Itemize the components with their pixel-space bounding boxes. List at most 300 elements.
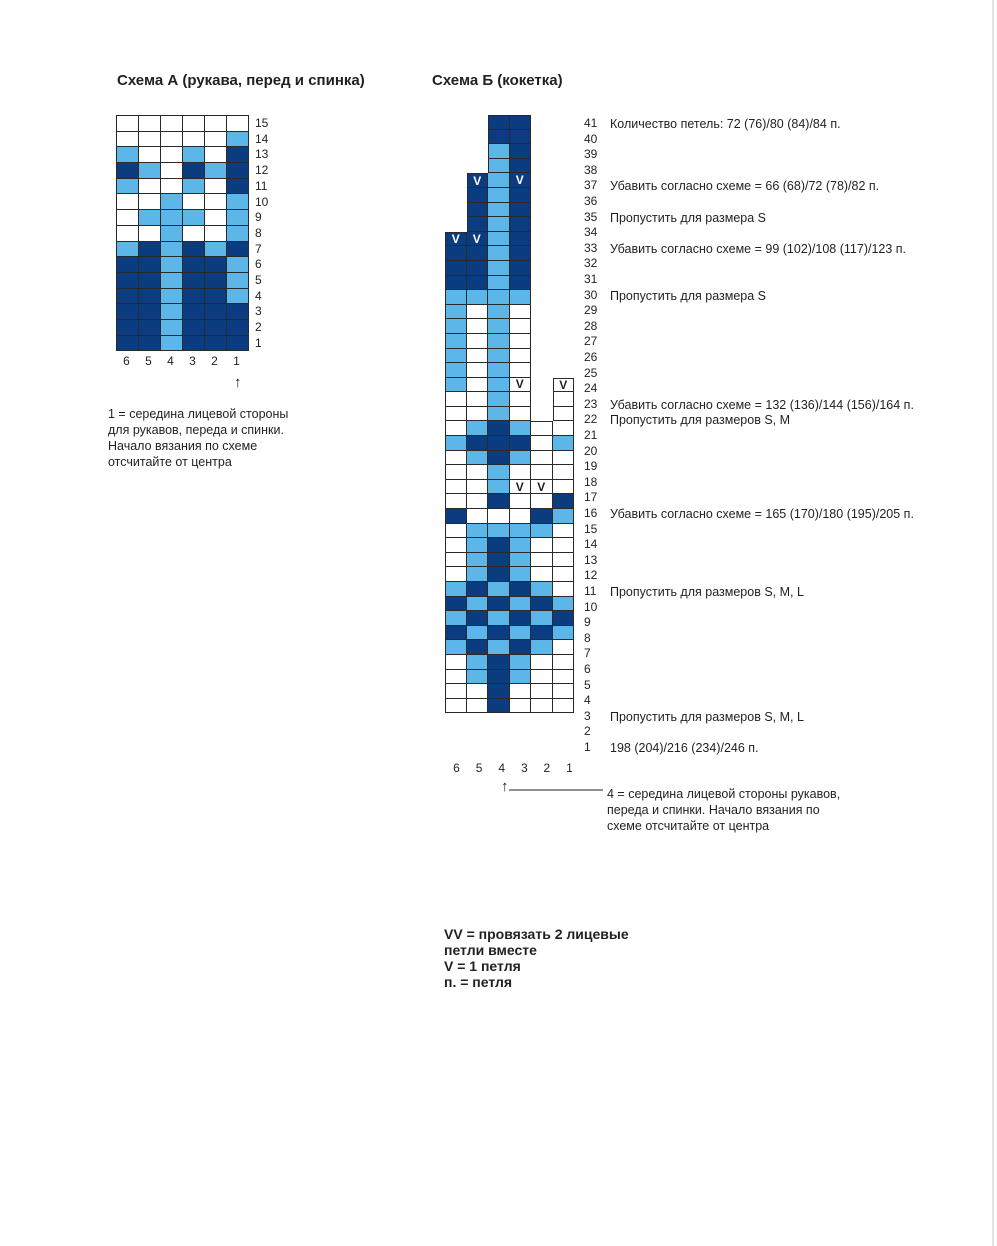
chart-b-cell-r14-c6 xyxy=(445,509,467,524)
chart-b-cell-r28-c2 xyxy=(531,305,553,320)
chart-b-cell-r37-c1 xyxy=(553,173,575,188)
chart-b-cell-r26-c5 xyxy=(467,334,489,349)
chart-a-cell-r15-c5 xyxy=(139,116,160,131)
chart-b-cell-r39-c2 xyxy=(531,144,553,159)
chart-b-cell-r17-c5 xyxy=(467,465,489,480)
chart-b-cell-r40-c2 xyxy=(531,130,553,145)
chart-a-cell-r9-c5 xyxy=(139,210,160,225)
scheme-a-center-note xyxy=(108,406,288,470)
chart-b-cell-r7-c3 xyxy=(510,611,532,626)
scheme-a-row-number: 7 xyxy=(255,241,262,256)
chart-b-cell-r25-c2 xyxy=(531,349,553,364)
chart-a-cell-r15-c2 xyxy=(205,116,226,131)
scheme-a-row-number: 14 xyxy=(255,131,269,146)
chart-b-cell-r39-c3 xyxy=(510,144,532,159)
scheme-b-col-number: 5 xyxy=(475,761,483,775)
chart-b-cell-r2-c6 xyxy=(445,684,467,699)
scheme-b-row-number: 17 xyxy=(584,490,598,505)
chart-b-cell-r3-c4 xyxy=(488,670,510,685)
scheme-a-row-number: 9 xyxy=(255,210,262,225)
chart-b-cell-r11-c4 xyxy=(488,553,510,568)
chart-b-cell-r5-c5 xyxy=(467,640,489,655)
chart-b-cell-r29-c6 xyxy=(445,290,467,305)
chart-b-cell-r2-c5 xyxy=(467,684,489,699)
chart-a-cell-r8-c3 xyxy=(183,226,204,241)
chart-b-cell-r39-c1 xyxy=(553,144,575,159)
scheme-b-row-note: Убавить согласно схеме = 165 (170)/180 (195)/205 п. xyxy=(610,507,914,521)
scheme-b-row-number: 15 xyxy=(584,521,598,536)
scheme-a-row-number: 1 xyxy=(255,335,262,350)
v-stitch-mark: V xyxy=(515,479,524,494)
chart-a-cell-r1-c1 xyxy=(227,336,248,351)
chart-b-cell-r24-c2 xyxy=(531,363,553,378)
chart-b-cell-r4-c6 xyxy=(445,655,467,670)
chart-a-cell-r12-c2 xyxy=(205,163,226,178)
scheme-b-row-number: 32 xyxy=(584,256,598,271)
chart-b-cell-r8-c6 xyxy=(445,597,467,612)
chart-a-cell-r4-c5 xyxy=(139,289,160,304)
chart-b-cell-r25-c6 xyxy=(445,349,467,364)
chart-b-cell-r15-c4 xyxy=(488,494,510,509)
chart-b-cell-r25-c5 xyxy=(467,349,489,364)
scheme-b-row-number: 26 xyxy=(584,350,598,364)
chart-b-cell-r31-c2 xyxy=(531,261,553,276)
chart-b-cell-r21-c1 xyxy=(553,407,575,422)
chart-b-cell-r8-c5 xyxy=(467,597,489,612)
chart-b-cell-r15-c3 xyxy=(510,494,532,509)
chart-b-cell-r19-c1 xyxy=(553,436,575,451)
scheme-a-row-number: 12 xyxy=(255,163,269,178)
chart-b-cell-r39-c4 xyxy=(488,144,510,159)
chart-b-cell-r7-c6 xyxy=(445,611,467,626)
chart-b-cell-r1-c4 xyxy=(488,699,510,714)
chart-a-cell-r3-c2 xyxy=(205,304,226,319)
chart-a-cell-r8-c4 xyxy=(161,226,182,241)
chart-b-cell-r23-c2 xyxy=(531,378,553,393)
chart-a-cell-r2-c1 xyxy=(227,320,248,335)
scheme-a-note-line: Начало вязания по схеме xyxy=(108,439,258,453)
chart-a-cell-r7-c1 xyxy=(227,242,248,257)
chart-a-cell-r1-c3 xyxy=(183,336,204,351)
chart-b-cell-r30-c4 xyxy=(488,276,510,291)
chart-b-cell-r32-c6 xyxy=(445,246,467,261)
chart-b-cell-r35-c5 xyxy=(467,203,489,218)
scheme-b-row-number: 8 xyxy=(584,630,591,645)
chart-b-cell-r3-c1 xyxy=(553,670,575,685)
chart-b-cell-r4-c3 xyxy=(510,655,532,670)
chart-b-cell-r36-c6 xyxy=(445,188,467,203)
chart-a-cell-r10-c2 xyxy=(205,194,226,209)
scheme-b-row-note: Пропустить для размеров S, M, L xyxy=(610,585,804,599)
chart-b-cell-r40-c3 xyxy=(510,130,532,145)
chart-b-cell-r41-c3 xyxy=(510,115,532,130)
scheme-b-row-number: 35 xyxy=(584,209,598,224)
chart-a-cell-r10-c5 xyxy=(139,194,160,209)
chart-b-cell-r29-c1 xyxy=(553,290,575,305)
chart-b-cell-r9-c2 xyxy=(531,582,553,597)
chart-b-cell-r13-c4 xyxy=(488,524,510,539)
chart-b-cell-r39-c5 xyxy=(467,144,489,159)
chart-a-cell-r11-c1 xyxy=(227,179,248,194)
chart-b-cell-r5-c1 xyxy=(553,640,575,655)
chart-a-cell-r2-c6 xyxy=(117,320,138,335)
chart-b-cell-r10-c6 xyxy=(445,567,467,582)
chart-b-cell-r34-c5 xyxy=(467,217,489,232)
chart-b-cell-r17-c2 xyxy=(531,465,553,480)
chart-b-cell-r27-c3 xyxy=(510,319,532,334)
chart-a-cell-r11-c4 xyxy=(161,179,182,194)
chart-a-cell-r12-c4 xyxy=(161,163,182,178)
chart-b-cell-r6-c6 xyxy=(445,626,467,641)
chart-a-cell-r15-c3 xyxy=(183,116,204,131)
chart-b-cell-r3-c3 xyxy=(510,670,532,685)
scheme-a-row-number: 10 xyxy=(255,194,269,209)
chart-a-cell-r5-c5 xyxy=(139,273,160,288)
chart-b-cell-r6-c2 xyxy=(531,626,553,641)
chart-b-cell-r32-c2 xyxy=(531,246,553,261)
scheme-b-title: Схема Б (кокетка) xyxy=(432,72,563,89)
chart-b-cell-r26-c2 xyxy=(531,334,553,349)
scheme-b-note-line: переда и спинки. Начало вязания по xyxy=(607,803,820,817)
chart-b-cell-r10-c5 xyxy=(467,567,489,582)
scheme-b-row-number: 23 xyxy=(584,396,598,411)
chart-b-cell-r22-c6 xyxy=(445,392,467,407)
chart-b-cell-r32-c5 xyxy=(467,246,489,261)
chart-a-cell-r6-c6 xyxy=(117,257,138,272)
scheme-b-row-note: Пропустить для размера S xyxy=(610,210,767,225)
scheme-b-row-number: 4 xyxy=(584,693,591,708)
chart-a-cell-r2-c5 xyxy=(139,320,160,335)
chart-b-cell-r5-c2 xyxy=(531,640,553,655)
chart-a-cell-r6-c1 xyxy=(227,257,248,272)
chart-b-cell-r32-c1 xyxy=(553,246,575,261)
scheme-b-row-number: 3 xyxy=(584,708,591,723)
chart-a-cell-r15-c6 xyxy=(117,116,138,131)
chart-a-cell-r5-c1 xyxy=(227,273,248,288)
chart-b-cell-r31-c1 xyxy=(553,261,575,276)
chart-a-cell-r11-c2 xyxy=(205,179,226,194)
chart-b-cell-r18-c2 xyxy=(531,451,553,466)
chart-b-cell-r26-c4 xyxy=(488,334,510,349)
chart-b-cell-r4-c1 xyxy=(553,655,575,670)
chart-b-cell-r36-c2 xyxy=(531,188,553,203)
chart-a-cell-r3-c5 xyxy=(139,304,160,319)
scheme-b-col-number: 2 xyxy=(543,761,551,775)
chart-b-cell-r38-c2 xyxy=(531,159,553,174)
chart-b-cell-r4-c4 xyxy=(488,655,510,670)
chart-b-cell-r36-c4 xyxy=(488,188,510,203)
chart-b-cell-r6-c5 xyxy=(467,626,489,641)
chart-a-cell-r12-c6 xyxy=(117,163,138,178)
scheme-b-row-number: 25 xyxy=(584,365,598,380)
scheme-b-row-note: Пропустить для размеров S, M xyxy=(610,413,791,428)
chart-b-cell-r1-c3 xyxy=(510,699,532,714)
scheme-b-row-number: 1 xyxy=(584,740,591,754)
chart-b-cell-r24-c3 xyxy=(510,363,532,378)
chart-a-cell-r5-c4 xyxy=(161,273,182,288)
chart-a-cell-r2-c3 xyxy=(183,320,204,335)
chart-a-cell-r14-c2 xyxy=(205,132,226,147)
chart-b-cell-r31-c4 xyxy=(488,261,510,276)
chart-a-cell-r6-c2 xyxy=(205,257,226,272)
scheme-a-row-number: 15 xyxy=(255,116,269,130)
chart-b-cell-r5-c4 xyxy=(488,640,510,655)
chart-b-cell-r13-c1 xyxy=(553,524,575,539)
chart-a-cell-r13-c5 xyxy=(139,147,160,162)
chart-b-cell-r39-c6 xyxy=(445,144,467,159)
chart-b-cell-r23-c5 xyxy=(467,378,489,393)
chart-b-cell-r30-c2 xyxy=(531,276,553,291)
chart-b-cell-r12-c6 xyxy=(445,538,467,553)
chart-b-cell-r14-c1 xyxy=(553,509,575,524)
chart-b-cell-r12-c4 xyxy=(488,538,510,553)
scheme-b-row-number: 38 xyxy=(584,162,598,177)
chart-b-cell-r37-c6 xyxy=(445,173,467,188)
scheme-b-col-number: 6 xyxy=(453,761,460,775)
chart-b-cell-r12-c2 xyxy=(531,538,553,553)
chart-b-cell-r8-c3 xyxy=(510,597,532,612)
chart-b-cell-r15-c1 xyxy=(553,494,575,509)
chart-b-cell-r34-c6 xyxy=(445,217,467,232)
chart-a-cell-r4-c3 xyxy=(183,289,204,304)
v-stitch-mark: V xyxy=(515,377,524,392)
chart-a-cell-r8-c5 xyxy=(139,226,160,241)
chart-b-cell-r6-c4 xyxy=(488,626,510,641)
chart-a-cell-r8-c1 xyxy=(227,226,248,241)
chart-b-cell-r34-c4 xyxy=(488,217,510,232)
chart-b-cell-r27-c5 xyxy=(467,319,489,334)
chart-b-cell-r22-c3 xyxy=(510,392,532,407)
chart-b-cell-r11-c5 xyxy=(467,553,489,568)
chart-a-cell-r13-c3 xyxy=(183,147,204,162)
chart-b-cell-r21-c6 xyxy=(445,407,467,422)
scheme-b-row-number: 30 xyxy=(584,287,598,302)
chart-a-cell-r13-c4 xyxy=(161,147,182,162)
chart-a-cell-r13-c2 xyxy=(205,147,226,162)
chart-b-cell-r9-c6 xyxy=(445,582,467,597)
scheme-b-row-note: Убавить согласно схеме = 132 (136)/144 (156)/164 п. xyxy=(610,397,914,412)
chart-a-cell-r14-c5 xyxy=(139,132,160,147)
chart-b-cell-r27-c6 xyxy=(445,319,467,334)
chart-b-cell-r14-c5 xyxy=(467,509,489,524)
scheme-b-row-number: 39 xyxy=(584,147,598,162)
chart-a-cell-r9-c2 xyxy=(205,210,226,225)
chart-b-cell-r36-c3 xyxy=(510,188,532,203)
scheme-a-row-number: 3 xyxy=(255,304,262,319)
chart-a-cell-r14-c4 xyxy=(161,132,182,147)
chart-b-cell-r10-c3 xyxy=(510,567,532,582)
chart-b-cell-r20-c1 xyxy=(553,421,575,436)
scheme-b-chart-grid xyxy=(445,115,574,713)
chart-b-cell-r2-c2 xyxy=(531,684,553,699)
chart-b-cell-r9-c3 xyxy=(510,582,532,597)
chart-a-cell-r7-c2 xyxy=(205,242,226,257)
chart-b-cell-r7-c4 xyxy=(488,611,510,626)
chart-b-cell-r22-c4 xyxy=(488,392,510,407)
chart-b-cell-r18-c6 xyxy=(445,451,467,466)
chart-b-cell-r5-c6 xyxy=(445,640,467,655)
chart-b-cell-r19-c3 xyxy=(510,436,532,451)
chart-b-cell-r15-c5 xyxy=(467,494,489,509)
chart-b-cell-r38-c4 xyxy=(488,159,510,174)
chart-b-cell-r30-c5 xyxy=(467,276,489,291)
chart-a-cell-r1-c6 xyxy=(117,336,138,351)
symbol-legend xyxy=(444,926,629,990)
chart-b-cell-r4-c2 xyxy=(531,655,553,670)
chart-a-cell-r12-c1 xyxy=(227,163,248,178)
chart-b-cell-r26-c6 xyxy=(445,334,467,349)
chart-b-cell-r3-c2 xyxy=(531,670,553,685)
chart-b-cell-r40-c1 xyxy=(553,130,575,145)
chart-b-cell-r2-c1 xyxy=(553,684,575,699)
chart-b-cell-r30-c1 xyxy=(553,276,575,291)
chart-b-cell-r37-c4 xyxy=(488,173,510,188)
chart-b-cell-r25-c4 xyxy=(488,349,510,364)
scheme-b-row-number: 34 xyxy=(584,225,598,240)
chart-b-cell-r31-c3 xyxy=(510,261,532,276)
chart-a-cell-r9-c3 xyxy=(183,210,204,225)
scheme-a-col-number: 6 xyxy=(123,354,130,368)
chart-b-cell-r34-c2 xyxy=(531,217,553,232)
chart-a-cell-r1-c4 xyxy=(161,336,182,351)
chart-b-cell-r33-c5 xyxy=(467,232,489,247)
chart-b-cell-r14-c4 xyxy=(488,509,510,524)
chart-a-cell-r7-c3 xyxy=(183,242,204,257)
chart-b-cell-r16-c2 xyxy=(531,480,553,495)
chart-a-cell-r12-c3 xyxy=(183,163,204,178)
scheme-b-row-number: 11 xyxy=(584,584,597,598)
chart-b-cell-r9-c5 xyxy=(467,582,489,597)
chart-b-cell-r11-c2 xyxy=(531,553,553,568)
chart-b-cell-r25-c3 xyxy=(510,349,532,364)
chart-b-cell-r10-c1 xyxy=(553,567,575,582)
scheme-b-center-arrow-icon: ↑ xyxy=(501,778,509,795)
scheme-a-col-number: 3 xyxy=(189,354,196,368)
chart-b-cell-r22-c5 xyxy=(467,392,489,407)
scheme-b-row-number: 20 xyxy=(584,443,598,458)
chart-b-cell-r37-c3 xyxy=(510,173,532,188)
scheme-b-row-number: 10 xyxy=(584,599,598,614)
scheme-b-leader-line xyxy=(509,788,604,792)
chart-b-cell-r20-c5 xyxy=(467,421,489,436)
chart-b-cell-r3-c6 xyxy=(445,670,467,685)
scheme-a-chart-grid xyxy=(116,115,249,351)
scheme-b-row-number: 41 xyxy=(584,116,598,130)
chart-b-cell-r28-c5 xyxy=(467,305,489,320)
chart-a-cell-r5-c6 xyxy=(117,273,138,288)
chart-b-cell-r30-c6 xyxy=(445,276,467,291)
chart-b-cell-r1-c5 xyxy=(467,699,489,714)
chart-a-cell-r10-c1 xyxy=(227,194,248,209)
chart-b-cell-r29-c3 xyxy=(510,290,532,305)
chart-b-cell-r16-c1 xyxy=(553,480,575,495)
chart-b-cell-r16-c3 xyxy=(510,480,532,495)
chart-b-cell-r38-c6 xyxy=(445,159,467,174)
scheme-b-row-number: 16 xyxy=(584,506,598,520)
chart-a-cell-r2-c4 xyxy=(161,320,182,335)
chart-b-cell-r29-c5 xyxy=(467,290,489,305)
chart-b-cell-r28-c6 xyxy=(445,305,467,320)
scheme-b-row-number: 9 xyxy=(584,615,591,630)
chart-b-cell-r23-c3 xyxy=(510,378,532,393)
chart-b-cell-r40-c4 xyxy=(488,130,510,145)
chart-b-cell-r1-c2 xyxy=(531,699,553,714)
chart-a-cell-r3-c6 xyxy=(117,304,138,319)
chart-b-cell-r41-c5 xyxy=(467,115,489,130)
scheme-b-row-number: 5 xyxy=(584,677,591,692)
chart-b-cell-r20-c3 xyxy=(510,421,532,436)
chart-b-cell-r13-c5 xyxy=(467,524,489,539)
chart-b-cell-r8-c2 xyxy=(531,597,553,612)
chart-b-cell-r25-c1 xyxy=(553,349,575,364)
chart-a-cell-r14-c6 xyxy=(117,132,138,147)
chart-a-cell-r13-c1 xyxy=(227,147,248,162)
chart-b-cell-r2-c4 xyxy=(488,684,510,699)
legend-line: п. = петля xyxy=(444,974,513,990)
chart-b-cell-r7-c1 xyxy=(553,611,575,626)
chart-b-cell-r28-c3 xyxy=(510,305,532,320)
chart-a-cell-r6-c4 xyxy=(161,257,182,272)
scheme-b-row-number: 29 xyxy=(584,303,598,318)
chart-b-cell-r13-c3 xyxy=(510,524,532,539)
chart-b-cell-r19-c2 xyxy=(531,436,553,451)
scheme-b-row-number: 31 xyxy=(584,272,598,286)
chart-b-cell-r22-c1 xyxy=(553,392,575,407)
scheme-b-row-note: Убавить согласно схеме = 66 (68)/72 (78)/82 п. xyxy=(610,179,880,194)
scheme-a-row-number: 4 xyxy=(255,288,262,303)
chart-a-cell-r4-c6 xyxy=(117,289,138,304)
chart-b-cell-r41-c4 xyxy=(488,115,510,130)
chart-b-cell-r33-c4 xyxy=(488,232,510,247)
v-stitch-mark: V xyxy=(473,173,482,188)
chart-a-cell-r11-c5 xyxy=(139,179,160,194)
chart-b-cell-r24-c6 xyxy=(445,363,467,378)
chart-b-cell-r41-c1 xyxy=(553,115,575,130)
chart-b-cell-r37-c2 xyxy=(531,173,553,188)
scheme-b-row-note: Убавить согласно схеме = 99 (102)/108 (117)/123 п. xyxy=(610,241,907,256)
chart-b-cell-r27-c1 xyxy=(553,319,575,334)
chart-a-cell-r11-c6 xyxy=(117,179,138,194)
scheme-b-row-number: 18 xyxy=(584,474,598,489)
scheme-b-row-number: 40 xyxy=(584,131,598,146)
scheme-b-row-number: 7 xyxy=(584,646,591,661)
chart-a-cell-r10-c3 xyxy=(183,194,204,209)
chart-b-cell-r1-c1 xyxy=(553,699,575,714)
chart-a-cell-r14-c3 xyxy=(183,132,204,147)
scheme-b-col-number: 4 xyxy=(498,761,506,775)
chart-a-cell-r7-c5 xyxy=(139,242,160,257)
chart-b-cell-r24-c4 xyxy=(488,363,510,378)
scheme-a-row-number: 2 xyxy=(255,320,262,335)
chart-b-cell-r35-c1 xyxy=(553,203,575,218)
chart-a-cell-r3-c1 xyxy=(227,304,248,319)
chart-b-cell-r17-c1 xyxy=(553,465,575,480)
scheme-a-row-number: 13 xyxy=(255,147,269,162)
chart-b-cell-r11-c1 xyxy=(553,553,575,568)
chart-b-cell-r28-c4 xyxy=(488,305,510,320)
chart-a-cell-r3-c3 xyxy=(183,304,204,319)
scheme-b-row-note: Пропустить для размеров S, M, L xyxy=(610,709,804,724)
chart-b-cell-r10-c2 xyxy=(531,567,553,582)
scheme-b-row-number: 22 xyxy=(584,412,598,427)
chart-b-cell-r41-c6 xyxy=(445,115,467,130)
chart-b-cell-r40-c5 xyxy=(467,130,489,145)
chart-b-cell-r23-c6 xyxy=(445,378,467,393)
chart-b-cell-r6-c1 xyxy=(553,626,575,641)
chart-b-cell-r35-c2 xyxy=(531,203,553,218)
chart-b-cell-r35-c6 xyxy=(445,203,467,218)
scheme-b-note-line: схеме отсчитайте от центра xyxy=(607,819,770,833)
